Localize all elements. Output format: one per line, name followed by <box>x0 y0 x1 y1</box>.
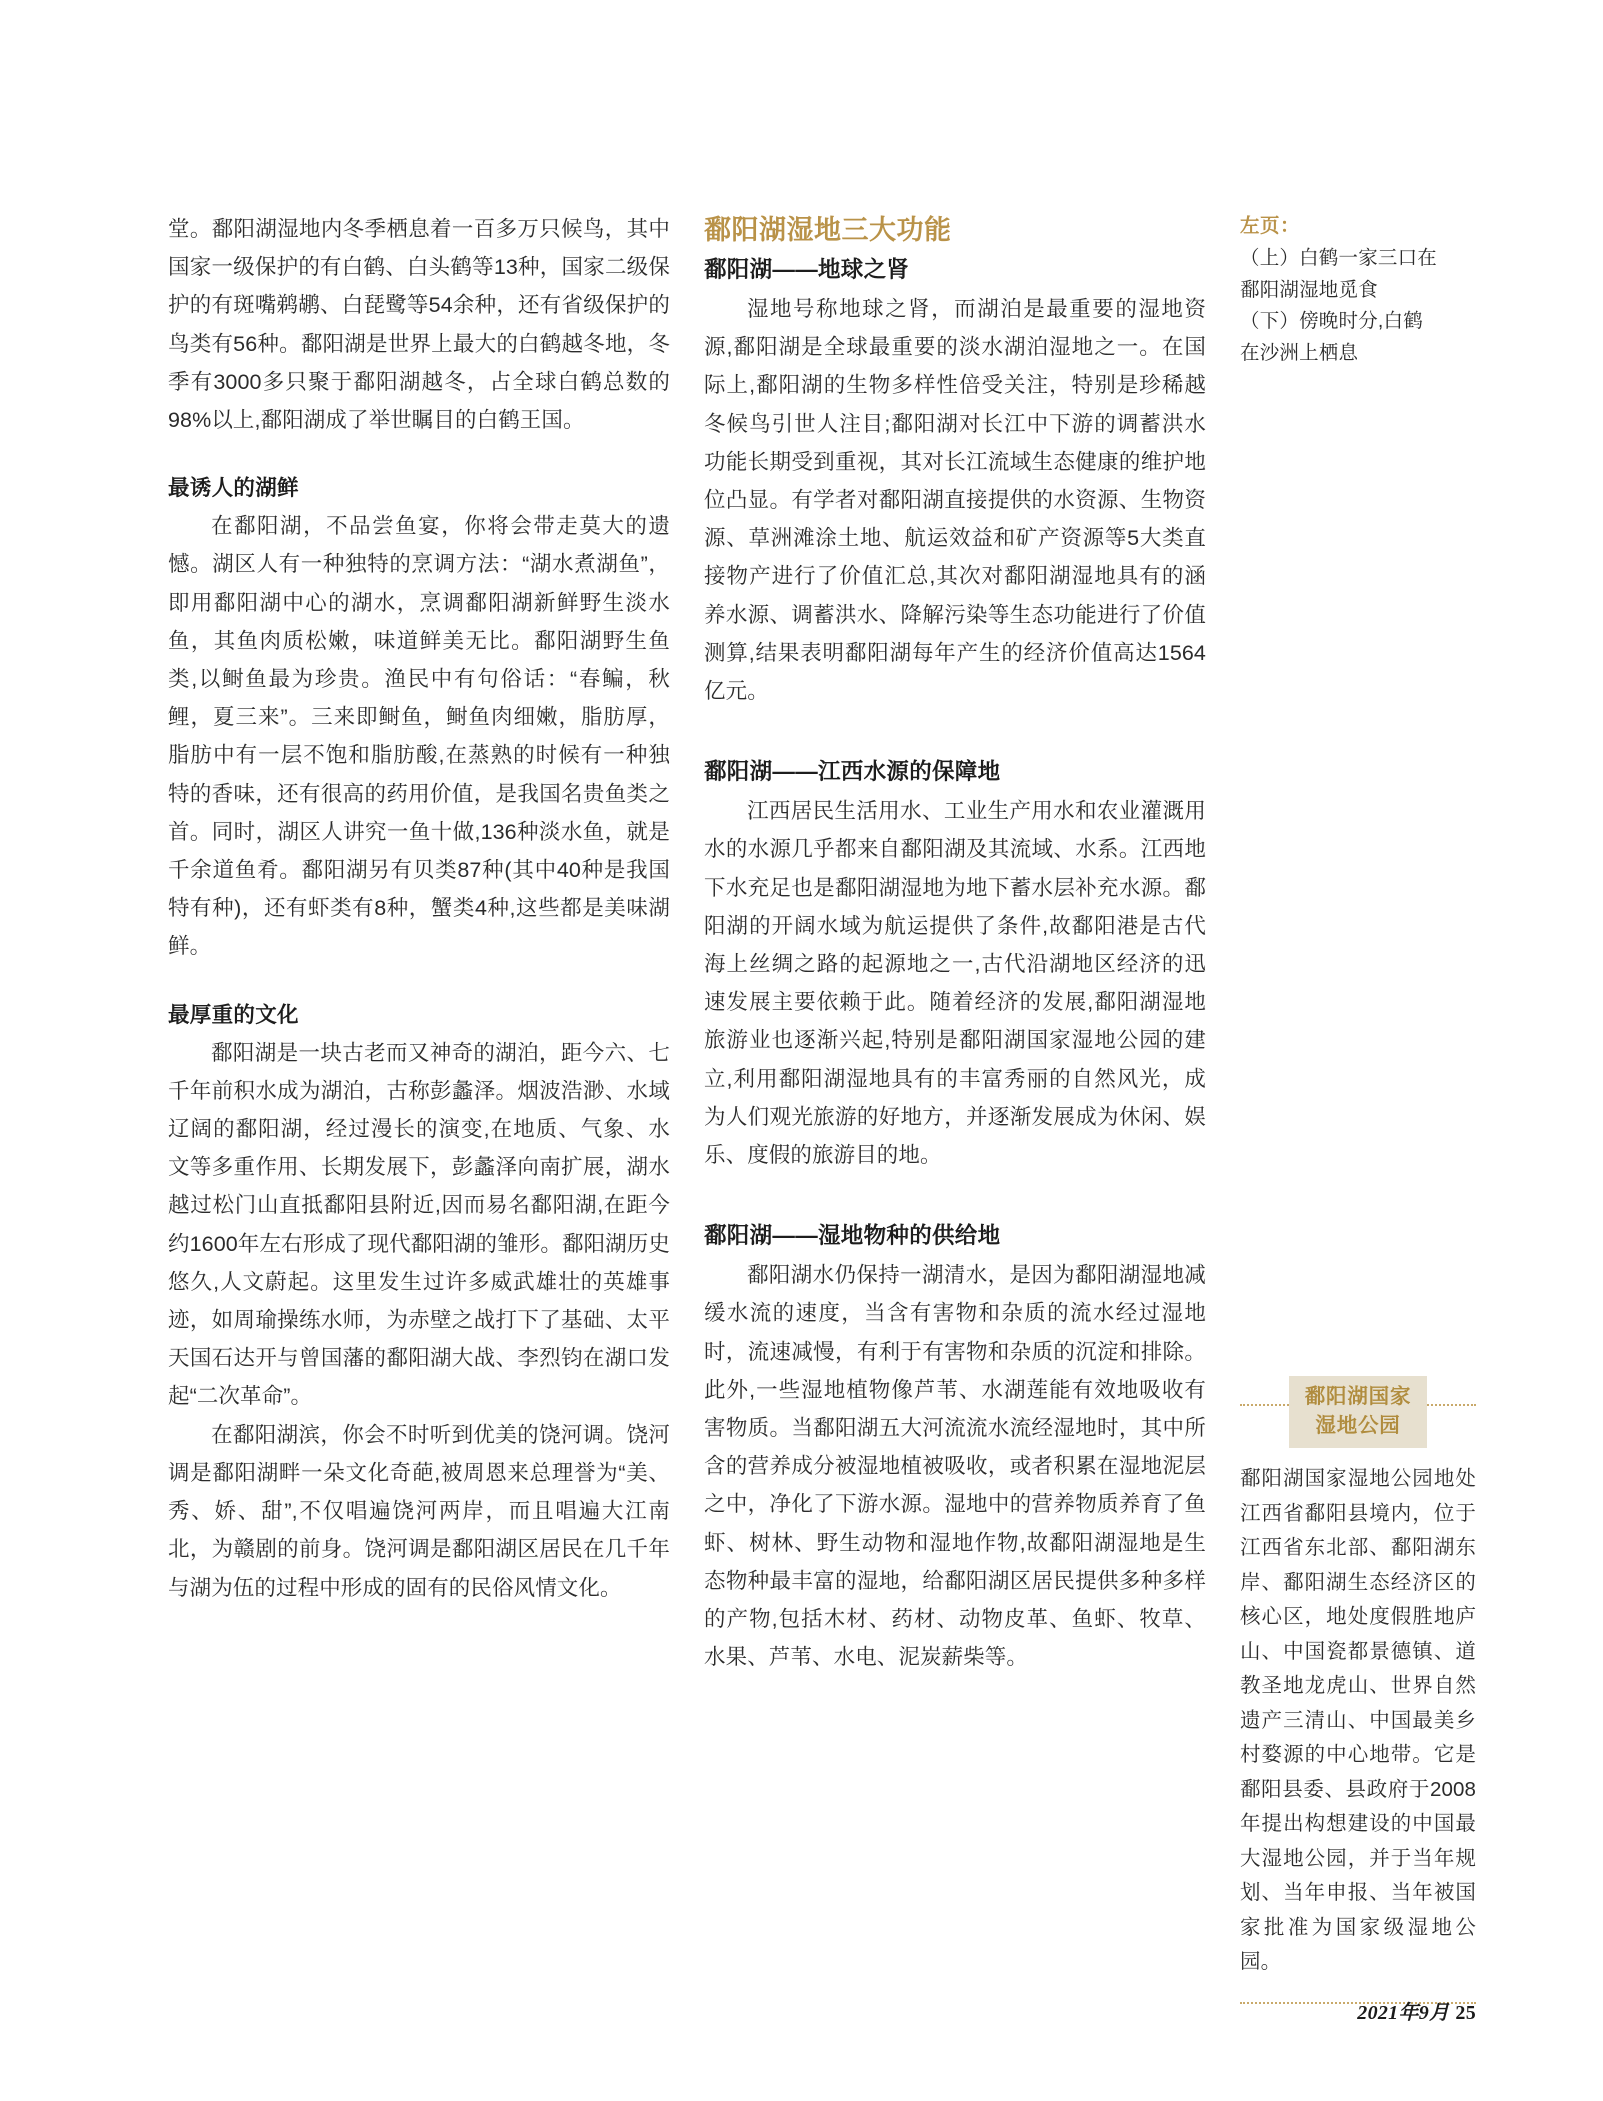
column-two <box>704 210 1206 1677</box>
heading-water-source-guarantee: 鄱阳湖——江西水源的保障地 <box>704 759 1001 785</box>
badge-wetland-park-title <box>1289 1376 1428 1448</box>
column-one <box>168 210 670 1607</box>
caption-line-1: （上）白鹤一家三口在 <box>1240 247 1438 269</box>
heading-most-tempting-lake-delicacies: 最诱人的湖鲜 <box>168 476 299 501</box>
section-title-three-functions: 鄱阳湖湿地三大功能 <box>704 215 952 245</box>
column-three-captions <box>1240 210 1472 369</box>
badge-line-2: 湿地公园 <box>1315 1414 1401 1437</box>
heading-kidney-of-the-earth: 鄱阳湖——地球之肾 <box>704 257 910 282</box>
spacer <box>168 439 670 469</box>
caption-label-left-page: 左页： <box>1240 215 1301 237</box>
sidebar-wetland-park <box>1240 1385 1476 2005</box>
caption-line-3: （下）傍晚时分,白鹤 <box>1240 310 1423 332</box>
spacer <box>704 1174 1206 1216</box>
paragraph-lake-delicacies: 在鄱阳湖，不品尝鱼宴，你将会带走莫大的遗憾。湖区人有一种独特的烹调方法：“湖水煮湖鱼”，即用鄱阳湖中心的湖水，烹调鄱阳湖新鲜野生淡水鱼，其鱼肉质松嫩，味道鲜美无比。鄱阳湖野生鱼类,以鲥鱼最为珍贵。渔民中有句俗话：“春鳊，秋鲤，夏三来”。三来即鲥鱼，鲥鱼肉细嫩，脂肪厚，脂肪中有一层不饱和脂肪酸,在蒸熟的时候有一种独特的香味，还有很高的药用价值，是我国名贵鱼类之首。同时，湖区人讲究一鱼十做,136种淡水鱼，就是千余道鱼肴。鄱阳湖另有贝类87种(其中40种是我国特有种)，还有虾类有8种，蟹类4种,这些都是美味湖鲜。 <box>168 514 670 959</box>
sidebar-body-text: 鄱阳湖国家湿地公园地处江西省鄱阳县境内，位于江西省东北部、鄱阳湖东岸、鄱阳湖生态经济区的核心区，地处度假胜地庐山、中国瓷都景德镇、道教圣地龙虎山、世界自然遗产三清山、中国最美乡村婺源的中心地带。它是鄱阳县委、县政府于2008年提出构想建设的中国最大湿地公园，并于当年规划、当年申报、当年被国家批准为国家级湿地公园。 <box>1240 1467 1476 1973</box>
spacer <box>704 710 1206 752</box>
continued-paragraph: 堂。鄱阳湖湿地内冬季栖息着一百多万只候鸟，其中国家一级保护的有白鹤、白头鹤等13种，国家二级保护的有斑嘴鹈鹕、白琵鹭等54余种，还有省级保护的鸟类有56种。鄱阳湖是世界上最大的白鹤越冬地，冬季有3000多只聚于鄱阳湖越冬，占全球白鹤总数的98%以上,鄱阳湖成了举世瞩目的白鹤王国。 <box>168 217 670 433</box>
paragraph-water-source-guarantee: 江西居民生活用水、工业生产用水和农业灌溉用水的水源几乎都来自鄱阳湖及其流域、水系。江西地下水充足也是鄱阳湖湿地为地下蓄水层补充水源。鄱阳湖的开阔水域为航运提供了条件,故鄱阳港是古代海上丝绸之路的起源地之一,古代沿湖地区经济的迅速发展主要依赖于此。随着经济的发展,鄱阳湖湿地旅游业也逐渐兴起,特别是鄱阳湖国家湿地公园的建立,利用鄱阳湖湿地具有的丰富秀丽的自然风光，成为人们观光旅游的好地方，并逐渐发展成为休闲、娱乐、度假的旅游目的地。 <box>704 799 1206 1168</box>
caption-line-2: 鄱阳湖湿地觅食 <box>1240 278 1378 301</box>
badge-line-1: 鄱阳湖国家 <box>1304 1385 1412 1408</box>
heading-richest-culture: 最厚重的文化 <box>168 1002 299 1027</box>
page-number: 25 <box>1455 2002 1476 2024</box>
page-footer <box>1240 1996 1476 2025</box>
spacer <box>168 966 670 996</box>
badge-container <box>1240 1376 1476 1448</box>
paragraph-culture-history: 鄱阳湖是一块古老而又神奇的湖泊，距今六、七千年前积水成为湖泊，古称彭蠡泽。烟波浩渺、水域辽阔的鄱阳湖，经过漫长的演变,在地质、气象、水文等多重作用、长期发展下，彭蠡泽向南扩展，湖水越过松门山直抵鄱阳县附近,因而易名鄱阳湖,在距今约1600年左右形成了现代鄱阳湖的雏形。鄱阳湖历史悠久,人文蔚起。这里发生过许多威武雄壮的英雄事迹，如周瑜操练水师，为赤壁之战打下了基础、太平天国石达开与曾国藩的鄱阳湖大战、李烈钧在湖口发起“二次革命”。 <box>168 1040 670 1409</box>
paragraph-wetland-species-supply: 鄱阳湖水仍保持一湖清水，是因为鄱阳湖湿地减缓水流的速度，当含有害物和杂质的流水经过湿地时，流速减慢，有利于有害物和杂质的沉淀和排除。此外,一些湿地植物像芦苇、水湖莲能有效地吸收有害物质。当鄱阳湖五大河流流水流经湿地时，其中所含的营养成分被湿地植被吸收，或者积累在湿地泥层之中，净化了下游水源。湿地中的营养物质养育了鱼虾、树林、野生动物和湿地作物,故鄱阳湖湿地是生态物种最丰富的湿地，给鄱阳湖区居民提供多种多样的产物,包括木材、药材、动物皮革、鱼虾、牧草、水果、芦苇、水电、泥炭薪柴等。 <box>704 1263 1206 1670</box>
issue-date: 2021年9月 <box>1357 2002 1450 2024</box>
paragraph-raohe-tune: 在鄱阳湖滨，你会不时听到优美的饶河调。饶河调是鄱阳湖畔一朵文化奇葩,被周恩来总理誉为“美、秀、娇、甜”,不仅唱遍饶河两岸，而且唱遍大江南北，为赣剧的前身。饶河调是鄱阳湖区居民在几千年与湖为伍的过程中形成的固有的民俗风情文化。 <box>168 1422 670 1600</box>
caption-line-4: 在沙洲上栖息 <box>1240 341 1359 364</box>
dotted-divider-top <box>1240 1404 1476 1407</box>
paragraph-kidney-of-the-earth: 湿地号称地球之肾，而湖泊是最重要的湿地资源,鄱阳湖是全球最重要的淡水湖泊湿地之一。在国际上,鄱阳湖的生物多样性倍受关注，特别是珍稀越冬候鸟引世人注目;鄱阳湖对长江中下游的调蓄洪水功能长期受到重视，其对长江流域生态健康的维护地位凸显。有学者对鄱阳湖直接提供的水资源、生物资源、草洲滩涂土地、航运效益和矿产资源等5大类直接物产进行了价值汇总,其次对鄱阳湖湿地具有的涵养水源、调蓄洪水、降解污染等生态功能进行了价值测算,结果表明鄱阳湖每年产生的经济价值高达1564亿元。 <box>704 297 1206 704</box>
heading-wetland-species-supply: 鄱阳湖——湿地物种的供给地 <box>704 1223 1001 1249</box>
